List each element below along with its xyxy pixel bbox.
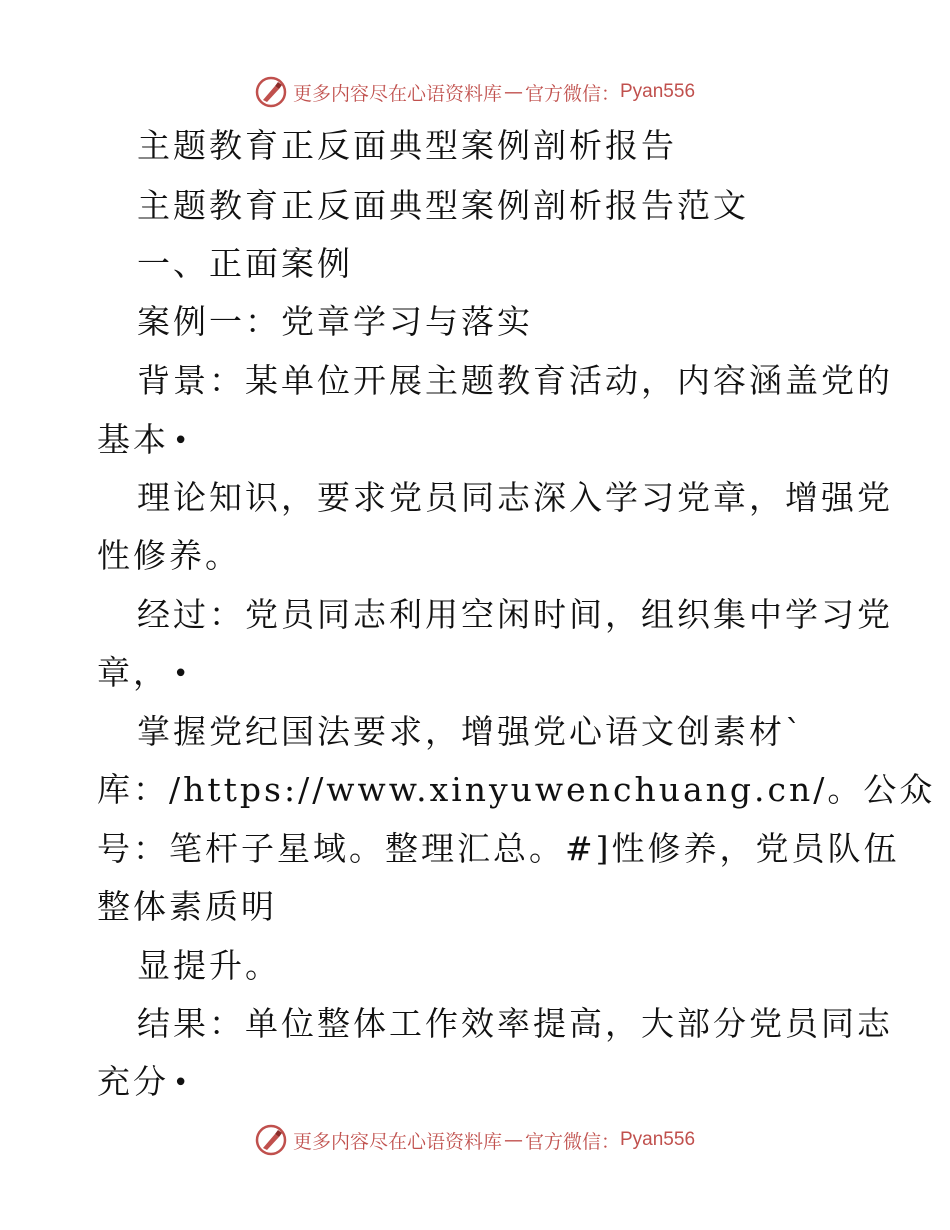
- doc-title: 主题教育正反面典型案例剖析报告: [137, 126, 677, 165]
- paragraph-line: 库：/https://www.xinyuwenchuang.cn/。公众: [97, 770, 936, 809]
- bullet-mark: •: [173, 426, 192, 456]
- paragraph-line: 章， •: [97, 653, 192, 692]
- paragraph-line: 经过：党员同志利用空闲时间，组织集中学习党: [137, 595, 893, 634]
- paragraph-line: 显提升。: [137, 946, 281, 985]
- banner-separator: —: [503, 1129, 523, 1151]
- banner-separator: —: [503, 81, 523, 103]
- paragraph-line: 基本 •: [97, 420, 192, 459]
- paragraph-line: 结果：单位整体工作效率提高，大部分党员同志: [137, 1004, 893, 1043]
- header-banner: [0, 72, 950, 112]
- banner-text: 更多内容尽在心语资料库: [292, 1130, 502, 1153]
- paragraph-line: 整体素质明: [97, 887, 277, 926]
- case-heading: 案例一：党章学习与落实: [137, 302, 533, 341]
- doc-subtitle: 主题教育正反面典型案例剖析报告范文: [137, 186, 749, 225]
- section-heading: 一、正面案例: [137, 244, 353, 283]
- footer-banner: [0, 1120, 950, 1160]
- banner-handle: Pyan556: [620, 1129, 696, 1150]
- paragraph-line: 背景：某单位开展主题教育活动，内容涵盖党的: [137, 361, 893, 400]
- paragraph-line: 性修养。: [97, 536, 241, 575]
- bullet-mark: •: [173, 1068, 192, 1098]
- paragraph-line: 理论知识，要求党员同志深入学习党章，增强党: [137, 478, 893, 517]
- bullet-mark: •: [173, 659, 192, 689]
- paragraph-line: 掌握党纪国法要求，增强党心语文创素材`: [137, 712, 805, 751]
- paragraph-line: 充分 •: [97, 1062, 192, 1101]
- banner-text: 更多内容尽在心语资料库: [292, 82, 502, 105]
- paragraph-line: 号：笔杆子星域。整理汇总。#]性修养，党员队伍: [97, 829, 900, 868]
- banner-label: 官方微信：: [524, 1130, 620, 1153]
- banner-handle: Pyan556: [620, 81, 696, 102]
- banner-label: 官方微信：: [524, 82, 620, 105]
- pen-logo-icon: [255, 1124, 287, 1156]
- pen-logo-icon: [255, 76, 287, 108]
